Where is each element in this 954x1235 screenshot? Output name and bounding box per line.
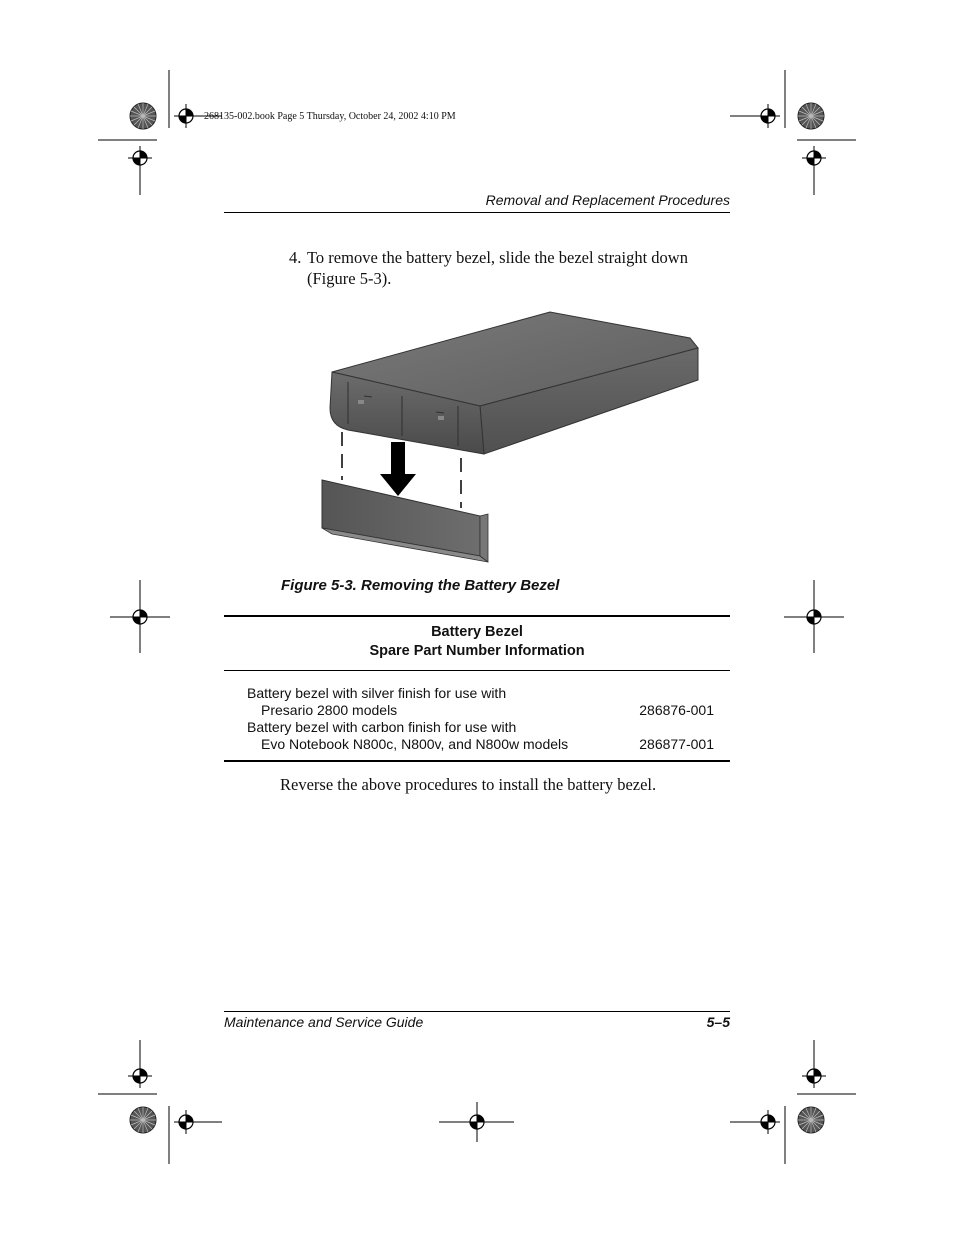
registration-mark-icon — [802, 1064, 826, 1088]
row-description-line1: Battery bezel with carbon finish for use with — [247, 719, 517, 735]
running-header: Removal and Replacement Procedures — [485, 192, 730, 208]
footer-rule — [224, 1011, 730, 1012]
registration-mark-icon — [128, 1064, 152, 1088]
header-rule — [224, 212, 730, 213]
table-bottom-rule — [224, 760, 730, 762]
closing-instruction: Reverse the above procedures to install the battery bezel. — [280, 775, 657, 794]
registration-mark-icon — [174, 1110, 198, 1134]
registration-mark-icon — [756, 104, 780, 128]
footer-page-number: 5–5 — [706, 1014, 730, 1030]
row-part-number: 286877-001 — [639, 736, 714, 752]
registration-mark-icon — [174, 104, 198, 128]
registration-mark-icon — [756, 1110, 780, 1134]
registration-mark-icon — [465, 1110, 489, 1134]
color-bar-target-icon — [130, 103, 156, 129]
row-description-line1: Battery bezel with silver finish for use with — [247, 685, 507, 701]
step-text: To remove the battery bezel, slide the bezel straight down (Figure 5-3). — [307, 248, 688, 288]
footer-guide-title: Maintenance and Service Guide — [224, 1014, 424, 1030]
table-title-line1: Battery Bezel — [431, 624, 523, 640]
print-slug: 268135-002.book Page 5 Thursday, October 24, 2002 4:10 PM — [204, 111, 456, 122]
step-number: 4. — [289, 248, 302, 267]
registration-mark-icon — [128, 605, 152, 629]
color-bar-target-icon — [130, 1107, 156, 1133]
row-description-line2: Presario 2800 models — [261, 702, 398, 718]
row-part-number: 286876-001 — [639, 702, 714, 718]
table-title-line2: Spare Part Number Information — [369, 643, 585, 659]
table-header-rule — [224, 670, 730, 671]
battery-bezel-illustration — [318, 308, 708, 570]
registration-mark-icon — [802, 605, 826, 629]
procedure-step — [289, 247, 729, 289]
color-bar-target-icon — [798, 1107, 824, 1133]
down-arrow — [380, 442, 416, 496]
row-description-line2: Evo Notebook N800c, N800v, and N800w models — [261, 736, 569, 752]
color-bar-target-icon — [798, 103, 824, 129]
table-top-rule — [224, 615, 730, 617]
registration-mark-icon — [802, 146, 826, 170]
figure-caption: Figure 5-3. Removing the Battery Bezel — [281, 577, 560, 594]
registration-mark-icon — [128, 146, 152, 170]
